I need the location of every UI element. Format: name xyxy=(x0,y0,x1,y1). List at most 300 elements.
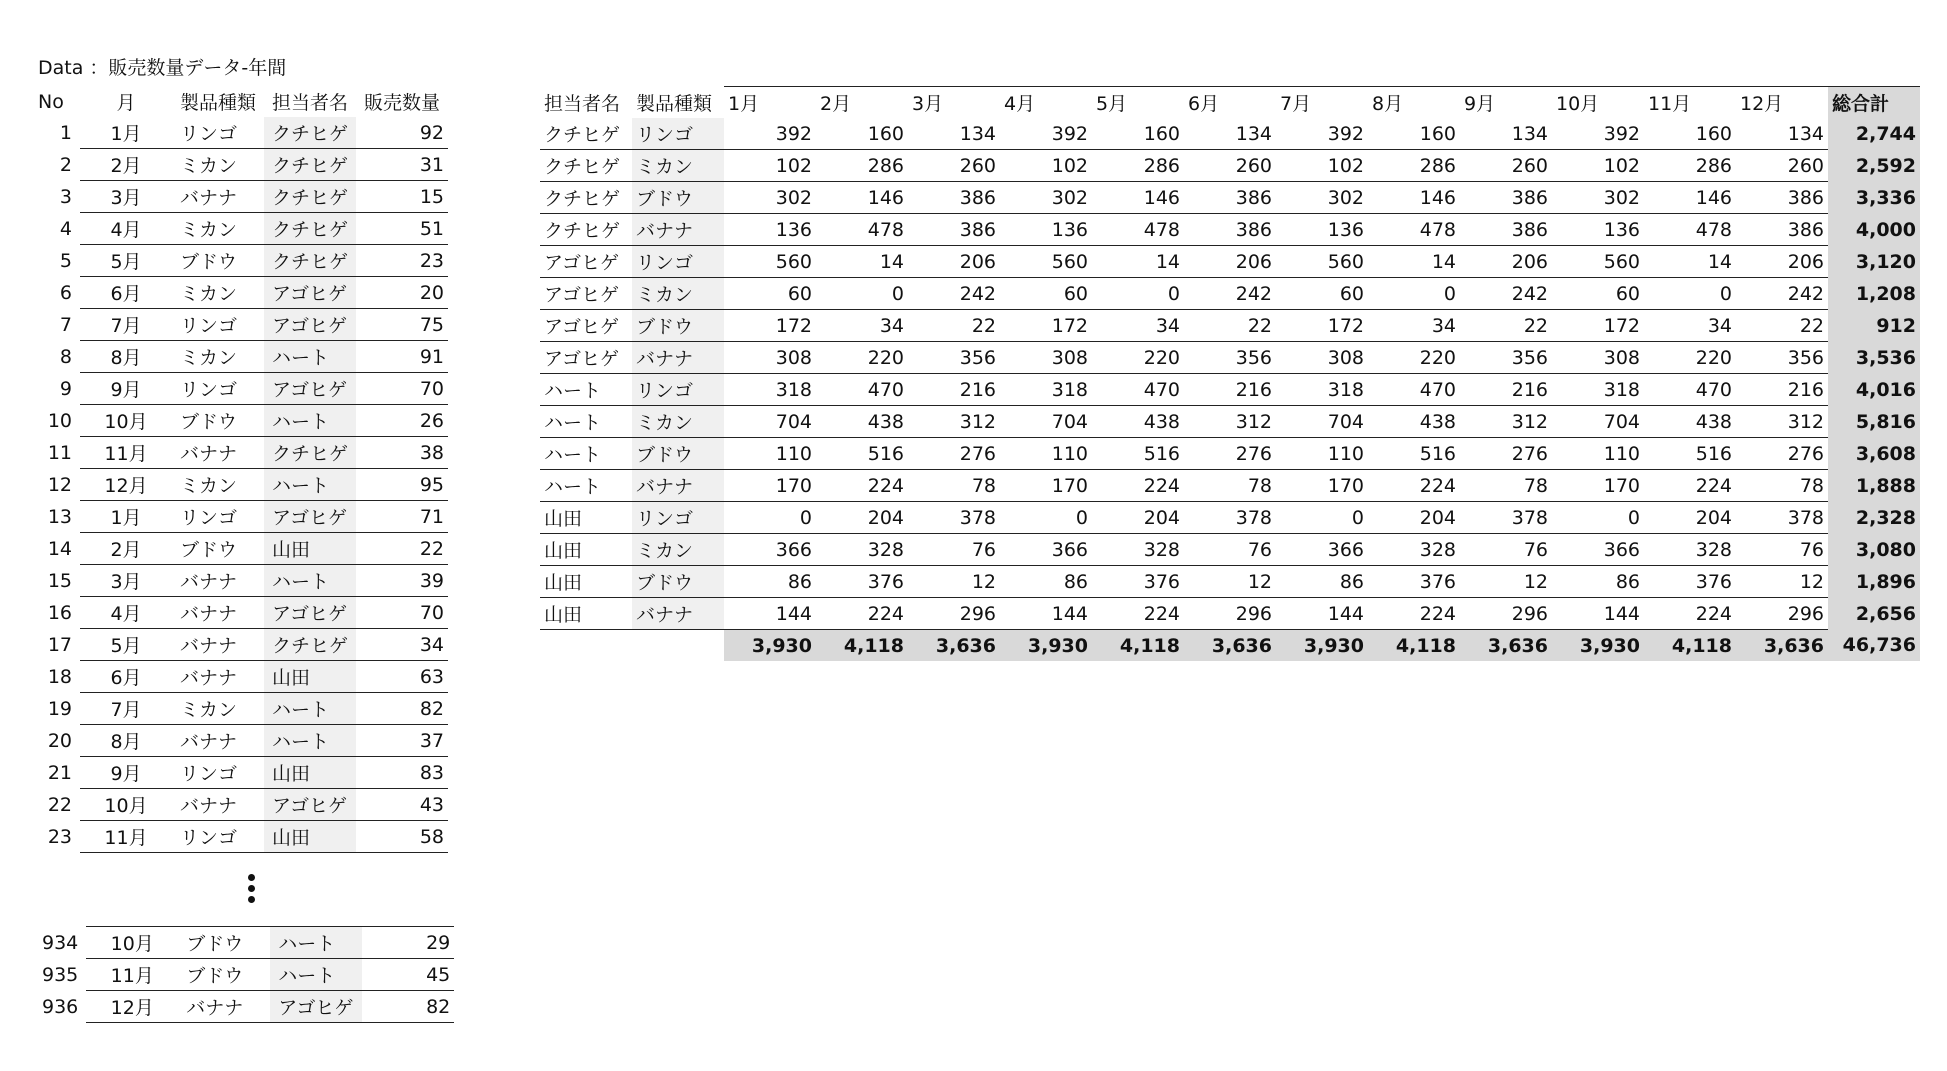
pivot-product-cell: ブドウ xyxy=(632,182,724,214)
pivot-value-cell: 60 xyxy=(724,278,816,310)
pivot-value-cell: 134 xyxy=(1460,118,1552,150)
pivot-value-cell: 224 xyxy=(816,470,908,502)
pivot-row-total-cell: 4,016 xyxy=(1828,374,1920,406)
pivot-product-cell: ブドウ xyxy=(632,566,724,598)
col-person-cell: クチヒゲ xyxy=(264,629,356,661)
pivot-column-total-cell: 3,636 xyxy=(908,630,1000,662)
pivot-value-cell: 478 xyxy=(1092,214,1184,246)
pivot-value-cell: 110 xyxy=(1552,438,1644,470)
pivot-value-cell: 376 xyxy=(1092,566,1184,598)
col-product-cell: ミカン xyxy=(172,149,264,181)
pivot-value-cell: 318 xyxy=(724,374,816,406)
pivot-value-cell: 136 xyxy=(1000,214,1092,246)
col-product-cell: ミカン xyxy=(172,277,264,309)
pivot-value-cell: 0 xyxy=(1368,278,1460,310)
col-month-cell: 11月 xyxy=(86,959,178,991)
pivot-person-cell: アゴヒゲ xyxy=(540,278,632,310)
col-quantity-cell: 83 xyxy=(356,757,448,789)
col-person-cell: 山田 xyxy=(264,757,356,789)
pivot-column-total-cell: 3,930 xyxy=(1552,630,1644,662)
pivot-value-cell: 224 xyxy=(1644,470,1736,502)
pivot-value-cell: 296 xyxy=(1736,598,1828,630)
col-month-cell: 3月 xyxy=(80,565,172,597)
pivot-value-cell: 220 xyxy=(1092,342,1184,374)
col-product-cell: バナナ xyxy=(178,991,270,1023)
col-product-cell: バナナ xyxy=(172,437,264,469)
col-person-cell: アゴヒゲ xyxy=(270,991,362,1023)
col-no-cell: 19 xyxy=(47,697,72,720)
col-person-cell: ハート xyxy=(264,693,356,725)
pivot-row xyxy=(540,278,1920,310)
pivot-value-cell: 102 xyxy=(1276,150,1368,182)
pivot-value-cell: 386 xyxy=(908,182,1000,214)
col-quantity-cell: 22 xyxy=(356,533,448,565)
pivot-person-cell: 山田 xyxy=(540,502,632,534)
pivot-value-cell: 216 xyxy=(1736,374,1828,406)
col-month-cell: 7月 xyxy=(80,693,172,725)
pivot-person-cell: アゴヒゲ xyxy=(540,310,632,342)
col-month-cell: 5月 xyxy=(80,245,172,277)
col-no-cell: 15 xyxy=(47,569,72,592)
col-product-cell: リンゴ xyxy=(172,309,264,341)
pivot-value-cell: 286 xyxy=(1644,150,1736,182)
col-no-cell: 13 xyxy=(47,505,72,528)
col-no-cell: 3 xyxy=(59,185,72,208)
pivot-person-cell: ハート xyxy=(540,470,632,502)
pivot-value-cell: 386 xyxy=(1736,214,1828,246)
pivot-product-header: 製品種類 xyxy=(636,92,713,115)
pivot-value-cell: 224 xyxy=(1368,598,1460,630)
pivot-person-cell: アゴヒゲ xyxy=(540,342,632,374)
pivot-product-cell: バナナ xyxy=(632,598,724,630)
pivot-value-cell: 386 xyxy=(1184,182,1276,214)
col-no-cell: 14 xyxy=(47,537,72,560)
pivot-value-cell: 146 xyxy=(1644,182,1736,214)
col-quantity-cell: 23 xyxy=(356,245,448,277)
col-month-header: 月 xyxy=(116,92,136,114)
col-month-cell: 12月 xyxy=(80,469,172,501)
col-month-cell: 8月 xyxy=(80,341,172,373)
pivot-person-cell: ハート xyxy=(540,406,632,438)
pivot-value-cell: 0 xyxy=(816,278,908,310)
pivot-value-cell: 160 xyxy=(1368,118,1460,150)
table-row xyxy=(38,373,448,405)
pivot-row-total-cell: 3,120 xyxy=(1828,246,1920,278)
col-person-cell: クチヒゲ xyxy=(264,437,356,469)
col-no-cell: 10 xyxy=(47,409,72,432)
pivot-value-cell: 146 xyxy=(1092,182,1184,214)
pivot-value-cell: 242 xyxy=(1184,278,1276,310)
pivot-value-cell: 134 xyxy=(908,118,1000,150)
pivot-value-cell: 438 xyxy=(1368,406,1460,438)
pivot-value-cell: 260 xyxy=(1184,150,1276,182)
pivot-month-header: 5月 xyxy=(1092,87,1184,119)
table-row xyxy=(38,405,448,437)
pivot-value-cell: 308 xyxy=(1000,342,1092,374)
pivot-value-cell: 378 xyxy=(908,502,1000,534)
pivot-column-total-cell: 3,930 xyxy=(1000,630,1092,662)
col-month-cell: 6月 xyxy=(80,277,172,309)
pivot-value-cell: 366 xyxy=(1276,534,1368,566)
pivot-value-cell: 328 xyxy=(1092,534,1184,566)
pivot-value-cell: 328 xyxy=(1644,534,1736,566)
pivot-value-cell: 242 xyxy=(1460,278,1552,310)
col-no-cell: 1 xyxy=(59,121,72,144)
pivot-value-cell: 206 xyxy=(1736,246,1828,278)
col-product-cell: リンゴ xyxy=(172,117,264,149)
col-no-cell: 6 xyxy=(59,281,72,304)
table-row xyxy=(38,821,448,853)
pivot-value-cell: 172 xyxy=(724,310,816,342)
pivot-month-header: 8月 xyxy=(1368,87,1460,119)
pivot-row-total-cell: 4,000 xyxy=(1828,214,1920,246)
table-row xyxy=(38,117,448,149)
col-product-cell: ミカン xyxy=(172,469,264,501)
pivot-value-cell: 302 xyxy=(724,182,816,214)
pivot-foot-spacer xyxy=(632,630,724,662)
pivot-value-cell: 478 xyxy=(1644,214,1736,246)
pivot-value-cell: 478 xyxy=(1368,214,1460,246)
col-month-cell: 2月 xyxy=(80,533,172,565)
col-product-cell: ブドウ xyxy=(172,405,264,437)
col-product-cell: ミカン xyxy=(172,213,264,245)
pivot-value-cell: 286 xyxy=(1368,150,1460,182)
col-no-cell: 23 xyxy=(47,825,72,848)
pivot-value-cell: 22 xyxy=(908,310,1000,342)
pivot-value-cell: 60 xyxy=(1000,278,1092,310)
pivot-value-cell: 0 xyxy=(1092,278,1184,310)
pivot-value-cell: 34 xyxy=(1644,310,1736,342)
pivot-value-cell: 276 xyxy=(1184,438,1276,470)
pivot-value-cell: 438 xyxy=(1092,406,1184,438)
col-no-cell: 935 xyxy=(42,963,79,986)
col-month-cell: 4月 xyxy=(80,213,172,245)
pivot-value-cell: 302 xyxy=(1000,182,1092,214)
pivot-value-cell: 144 xyxy=(1276,598,1368,630)
pivot-value-cell: 12 xyxy=(1460,566,1552,598)
col-month-cell: 5月 xyxy=(80,629,172,661)
pivot-value-cell: 206 xyxy=(908,246,1000,278)
pivot-value-cell: 172 xyxy=(1552,310,1644,342)
pivot-value-cell: 224 xyxy=(1092,598,1184,630)
pivot-value-cell: 438 xyxy=(816,406,908,438)
pivot-value-cell: 376 xyxy=(1368,566,1460,598)
pivot-value-cell: 14 xyxy=(816,246,908,278)
pivot-row xyxy=(540,374,1920,406)
col-person-cell: アゴヒゲ xyxy=(264,789,356,821)
pivot-value-cell: 102 xyxy=(724,150,816,182)
pivot-value-cell: 204 xyxy=(1092,502,1184,534)
table-row xyxy=(38,533,448,565)
col-quantity-cell: 75 xyxy=(356,309,448,341)
pivot-product-cell: ミカン xyxy=(632,534,724,566)
col-month-cell: 10月 xyxy=(80,789,172,821)
col-person-cell: ハート xyxy=(270,927,362,959)
pivot-value-cell: 378 xyxy=(1460,502,1552,534)
pivot-row xyxy=(540,310,1920,342)
pivot-value-cell: 0 xyxy=(1000,502,1092,534)
pivot-product-cell: バナナ xyxy=(632,214,724,246)
col-month-cell: 10月 xyxy=(86,927,178,959)
pivot-value-cell: 378 xyxy=(1736,502,1828,534)
col-month-cell: 9月 xyxy=(80,757,172,789)
pivot-person-cell: クチヒゲ xyxy=(540,214,632,246)
col-quantity-cell: 26 xyxy=(356,405,448,437)
pivot-month-header: 4月 xyxy=(1000,87,1092,119)
pivot-value-cell: 110 xyxy=(1276,438,1368,470)
pivot-value-cell: 76 xyxy=(908,534,1000,566)
pivot-product-cell: リンゴ xyxy=(632,246,724,278)
col-no-cell: 2 xyxy=(59,153,72,176)
pivot-grand-total-cell: 46,736 xyxy=(1828,630,1920,662)
pivot-value-cell: 136 xyxy=(724,214,816,246)
pivot-value-cell: 386 xyxy=(1184,214,1276,246)
pivot-row xyxy=(540,342,1920,374)
pivot-value-cell: 308 xyxy=(1276,342,1368,374)
pivot-column-total-cell: 3,636 xyxy=(1184,630,1276,662)
pivot-month-header: 10月 xyxy=(1552,87,1644,119)
pivot-value-cell: 366 xyxy=(1552,534,1644,566)
sheet-title: Data ：販売数量データ-年間 xyxy=(38,57,287,79)
table-row xyxy=(38,469,448,501)
col-no-cell: 7 xyxy=(59,313,72,336)
pivot-column-total-cell: 3,636 xyxy=(1736,630,1828,662)
table-row xyxy=(38,959,454,991)
col-month-cell: 8月 xyxy=(80,725,172,757)
pivot-value-cell: 220 xyxy=(816,342,908,374)
pivot-value-cell: 328 xyxy=(1368,534,1460,566)
col-no-cell: 20 xyxy=(47,729,72,752)
pivot-value-cell: 312 xyxy=(908,406,1000,438)
pivot-value-cell: 478 xyxy=(816,214,908,246)
pivot-value-cell: 392 xyxy=(1000,118,1092,150)
pivot-row xyxy=(540,246,1920,278)
col-product-cell: ブドウ xyxy=(172,533,264,565)
pivot-value-cell: 170 xyxy=(1000,470,1092,502)
pivot-value-cell: 328 xyxy=(816,534,908,566)
col-person-cell: クチヒゲ xyxy=(264,117,356,149)
pivot-row xyxy=(540,214,1920,246)
col-quantity-cell: 63 xyxy=(356,661,448,693)
col-no-cell: 17 xyxy=(47,633,72,656)
pivot-value-cell: 204 xyxy=(1644,502,1736,534)
pivot-value-cell: 86 xyxy=(1552,566,1644,598)
raw-data-table xyxy=(38,86,448,853)
pivot-value-cell: 206 xyxy=(1460,246,1552,278)
pivot-value-cell: 170 xyxy=(724,470,816,502)
pivot-column-total-cell: 3,930 xyxy=(1276,630,1368,662)
pivot-row-total-cell: 912 xyxy=(1828,310,1920,342)
pivot-value-cell: 276 xyxy=(1460,438,1552,470)
pivot-value-cell: 376 xyxy=(1644,566,1736,598)
pivot-value-cell: 260 xyxy=(908,150,1000,182)
pivot-value-cell: 206 xyxy=(1184,246,1276,278)
col-person-cell: クチヒゲ xyxy=(264,213,356,245)
col-person-cell: ハート xyxy=(264,405,356,437)
pivot-month-header: 7月 xyxy=(1276,87,1368,119)
pivot-row xyxy=(540,150,1920,182)
col-person-cell: ハート xyxy=(270,959,362,991)
col-month-cell: 11月 xyxy=(80,437,172,469)
pivot-product-cell: ミカン xyxy=(632,278,724,310)
pivot-person-cell: 山田 xyxy=(540,566,632,598)
table-row xyxy=(38,565,448,597)
pivot-value-cell: 470 xyxy=(816,374,908,406)
pivot-value-cell: 242 xyxy=(1736,278,1828,310)
pivot-value-cell: 134 xyxy=(1736,118,1828,150)
col-quantity-cell: 51 xyxy=(356,213,448,245)
pivot-column-total-cell: 4,118 xyxy=(1644,630,1736,662)
pivot-value-cell: 110 xyxy=(724,438,816,470)
pivot-value-cell: 22 xyxy=(1736,310,1828,342)
pivot-row xyxy=(540,534,1920,566)
pivot-person-cell: クチヒゲ xyxy=(540,182,632,214)
pivot-value-cell: 318 xyxy=(1276,374,1368,406)
pivot-value-cell: 160 xyxy=(816,118,908,150)
col-product-cell: リンゴ xyxy=(172,821,264,853)
pivot-value-cell: 12 xyxy=(1184,566,1276,598)
pivot-value-cell: 516 xyxy=(1368,438,1460,470)
pivot-value-cell: 172 xyxy=(1276,310,1368,342)
table-row xyxy=(38,597,448,629)
col-month-cell: 3月 xyxy=(80,181,172,213)
col-person-cell: クチヒゲ xyxy=(264,245,356,277)
pivot-value-cell: 0 xyxy=(724,502,816,534)
pivot-value-cell: 560 xyxy=(724,246,816,278)
pivot-product-cell: リンゴ xyxy=(632,374,724,406)
col-month-cell: 12月 xyxy=(86,991,178,1023)
pivot-row xyxy=(540,182,1920,214)
pivot-person-cell: ハート xyxy=(540,374,632,406)
col-product-cell: バナナ xyxy=(172,661,264,693)
col-product-cell: ブドウ xyxy=(178,959,270,991)
col-person-cell: ハート xyxy=(264,565,356,597)
pivot-value-cell: 242 xyxy=(908,278,1000,310)
pivot-value-cell: 224 xyxy=(1368,470,1460,502)
col-person-cell: アゴヒゲ xyxy=(264,597,356,629)
pivot-value-cell: 12 xyxy=(908,566,1000,598)
col-person-cell: クチヒゲ xyxy=(264,181,356,213)
pivot-value-cell: 0 xyxy=(1552,502,1644,534)
pivot-value-cell: 76 xyxy=(1460,534,1552,566)
col-product-cell: バナナ xyxy=(172,597,264,629)
col-person-cell: 山田 xyxy=(264,821,356,853)
pivot-value-cell: 260 xyxy=(1460,150,1552,182)
pivot-value-cell: 224 xyxy=(1092,470,1184,502)
table-row xyxy=(38,437,448,469)
col-month-cell: 7月 xyxy=(80,309,172,341)
table-row xyxy=(38,341,448,373)
pivot-value-cell: 216 xyxy=(908,374,1000,406)
col-product-cell: ミカン xyxy=(172,341,264,373)
pivot-total-header: 総合計 xyxy=(1828,87,1920,119)
col-person-header: 担当者名 xyxy=(271,92,348,114)
pivot-month-header: 6月 xyxy=(1184,87,1276,119)
pivot-row xyxy=(540,118,1920,150)
pivot-column-total-cell: 4,118 xyxy=(1368,630,1460,662)
table-row xyxy=(38,927,454,959)
pivot-value-cell: 34 xyxy=(1368,310,1460,342)
col-quantity-cell: 43 xyxy=(356,789,448,821)
pivot-column-total-cell: 4,118 xyxy=(816,630,908,662)
table-row xyxy=(38,789,448,821)
pivot-value-cell: 704 xyxy=(724,406,816,438)
pivot-value-cell: 366 xyxy=(1000,534,1092,566)
col-no-cell: 9 xyxy=(59,377,72,400)
pivot-value-cell: 14 xyxy=(1644,246,1736,278)
pivot-value-cell: 144 xyxy=(1552,598,1644,630)
col-person-cell: アゴヒゲ xyxy=(264,501,356,533)
pivot-value-cell: 386 xyxy=(908,214,1000,246)
pivot-value-cell: 34 xyxy=(1092,310,1184,342)
pivot-row xyxy=(540,502,1920,534)
col-person-cell: アゴヒゲ xyxy=(264,277,356,309)
pivot-person-cell: 山田 xyxy=(540,534,632,566)
col-person-cell: アゴヒゲ xyxy=(264,309,356,341)
pivot-value-cell: 318 xyxy=(1000,374,1092,406)
col-no-cell: 5 xyxy=(59,249,72,272)
pivot-month-header: 3月 xyxy=(908,87,1000,119)
pivot-row xyxy=(540,598,1920,630)
pivot-foot-spacer xyxy=(540,630,632,662)
col-product-cell: リンゴ xyxy=(172,373,264,405)
pivot-row-total-cell: 2,656 xyxy=(1828,598,1920,630)
pivot-value-cell: 312 xyxy=(1184,406,1276,438)
pivot-row xyxy=(540,470,1920,502)
pivot-value-cell: 34 xyxy=(816,310,908,342)
pivot-value-cell: 76 xyxy=(1184,534,1276,566)
pivot-row-total-cell: 2,328 xyxy=(1828,502,1920,534)
pivot-value-cell: 704 xyxy=(1276,406,1368,438)
pivot-value-cell: 22 xyxy=(1460,310,1552,342)
pivot-value-cell: 110 xyxy=(1000,438,1092,470)
table-row xyxy=(38,661,448,693)
pivot-value-cell: 144 xyxy=(1000,598,1092,630)
col-person-cell: ハート xyxy=(264,341,356,373)
pivot-table xyxy=(540,86,1920,661)
pivot-month-header: 2月 xyxy=(816,87,908,119)
pivot-month-header: 11月 xyxy=(1644,87,1736,119)
pivot-value-cell: 356 xyxy=(1184,342,1276,374)
table-row xyxy=(38,277,448,309)
col-no-cell: 21 xyxy=(47,761,72,784)
pivot-value-cell: 302 xyxy=(1552,182,1644,214)
col-quantity-cell: 91 xyxy=(356,341,448,373)
table-row xyxy=(38,309,448,341)
pivot-value-cell: 276 xyxy=(1736,438,1828,470)
pivot-month-header: 9月 xyxy=(1460,87,1552,119)
col-product-cell: バナナ xyxy=(172,629,264,661)
col-no-cell: 18 xyxy=(47,665,72,688)
pivot-value-cell: 312 xyxy=(1460,406,1552,438)
col-no-cell: 8 xyxy=(59,345,72,368)
pivot-value-cell: 312 xyxy=(1736,406,1828,438)
col-product-cell: バナナ xyxy=(172,725,264,757)
pivot-value-cell: 704 xyxy=(1000,406,1092,438)
col-quantity-cell: 70 xyxy=(356,373,448,405)
col-no-cell: 936 xyxy=(42,995,79,1018)
pivot-value-cell: 204 xyxy=(1368,502,1460,534)
pivot-row-total-cell: 2,592 xyxy=(1828,150,1920,182)
col-month-cell: 2月 xyxy=(80,149,172,181)
pivot-value-cell: 260 xyxy=(1736,150,1828,182)
pivot-column-total-cell: 4,118 xyxy=(1092,630,1184,662)
pivot-value-cell: 378 xyxy=(1184,502,1276,534)
col-no-cell: 934 xyxy=(42,931,79,954)
pivot-value-cell: 136 xyxy=(1276,214,1368,246)
pivot-value-cell: 286 xyxy=(1092,150,1184,182)
pivot-person-cell: 山田 xyxy=(540,598,632,630)
